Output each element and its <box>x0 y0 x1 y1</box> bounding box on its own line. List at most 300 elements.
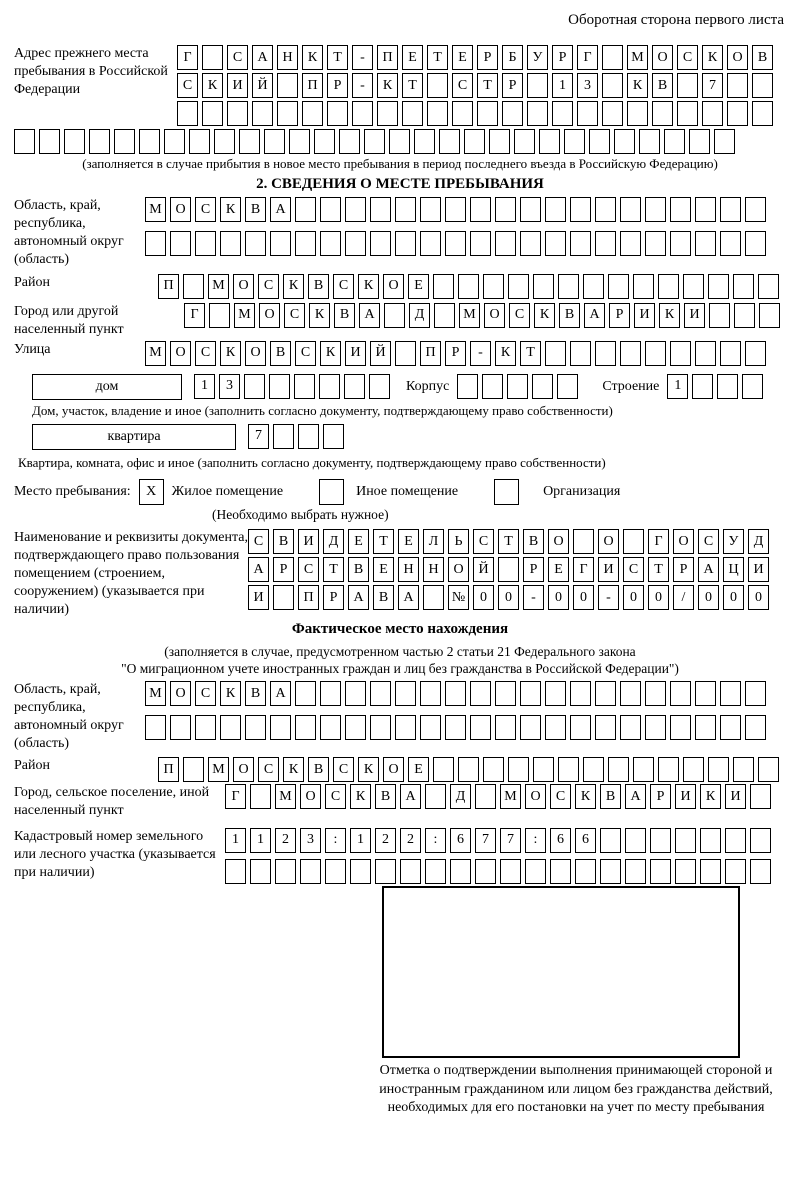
form-cell <box>545 341 566 366</box>
form-cell <box>370 231 391 256</box>
form-cell <box>377 101 398 126</box>
form-cell: - <box>470 341 491 366</box>
form-cell: 0 <box>473 585 494 610</box>
form-cell <box>508 274 529 299</box>
form-cell <box>575 859 596 884</box>
form-cell <box>183 757 204 782</box>
form-cell <box>625 859 646 884</box>
form-cell: К <box>534 303 555 328</box>
form-cell <box>177 101 198 126</box>
form-cell <box>295 681 316 706</box>
form-cell <box>677 101 698 126</box>
form-cell <box>427 73 448 98</box>
form-cell: О <box>727 45 748 70</box>
form-cell <box>270 231 291 256</box>
form-cell <box>720 681 741 706</box>
form-cell: Т <box>373 529 394 554</box>
form-cell <box>114 129 135 154</box>
form-cell <box>608 274 629 299</box>
section-2-title: 2. СВЕДЕНИЯ О МЕСТЕ ПРЕБЫВАНИЯ <box>256 176 544 193</box>
form-cell <box>502 101 523 126</box>
form-cell: К <box>220 341 241 366</box>
page-title: Оборотная сторона первого листа <box>568 12 784 28</box>
form-cell: 2 <box>275 828 296 853</box>
form-cell: С <box>698 529 719 554</box>
form-cell: С <box>550 784 571 809</box>
form-cell: Р <box>327 73 348 98</box>
form-cell: А <box>252 45 273 70</box>
form-cell: В <box>245 681 266 706</box>
form-cell: О <box>245 341 266 366</box>
place-type-row <box>14 479 786 505</box>
form-cell: И <box>675 784 696 809</box>
form-cell <box>170 715 191 740</box>
form-cell <box>227 101 248 126</box>
form-cell: И <box>634 303 655 328</box>
form-cell <box>458 757 479 782</box>
form-cell <box>675 859 696 884</box>
form-cell: Т <box>327 45 348 70</box>
form-cell <box>464 129 485 154</box>
kadastr-label: Кадастровый номер земельного или лесного участка (указывается при наличии) <box>14 828 216 880</box>
form-cell <box>370 681 391 706</box>
form-cell: Д <box>748 529 769 554</box>
form-cell <box>720 341 741 366</box>
form-cell <box>545 197 566 222</box>
form-cell: 6 <box>550 828 571 853</box>
form-cell: 0 <box>698 585 719 610</box>
form-cell <box>325 859 346 884</box>
form-cell <box>273 585 294 610</box>
checkbox-residential: X <box>139 479 164 505</box>
form-cell: № <box>448 585 469 610</box>
fact-law-line-2: "О миграционном учете иностранных граждан и лиц без гражданства в Российской Федерации") <box>121 660 679 676</box>
prev-address-label: Адрес прежнего места пребывания в Российской Федерации <box>14 46 168 97</box>
form-cell <box>395 681 416 706</box>
form-cell <box>195 231 216 256</box>
form-cell <box>275 859 296 884</box>
form-cell <box>645 231 666 256</box>
form-cell: Р <box>502 73 523 98</box>
form-cell <box>277 101 298 126</box>
form-cell: Г <box>184 303 205 328</box>
form-cell: А <box>270 197 291 222</box>
form-cell: 0 <box>573 585 594 610</box>
form-cell <box>475 784 496 809</box>
form-cell: С <box>452 73 473 98</box>
form-cell <box>345 197 366 222</box>
stroenie-label: Строение <box>602 378 660 394</box>
form-cell <box>750 828 771 853</box>
form-cell <box>277 73 298 98</box>
form-cell: К <box>659 303 680 328</box>
fact-gorod-row <box>225 784 771 809</box>
form-cell <box>420 715 441 740</box>
korpus-label: Корпус <box>406 378 450 394</box>
fact-oblast-label: Область, край, республика, автономный округ (область) <box>14 682 124 752</box>
form-cell: В <box>334 303 355 328</box>
form-cell <box>269 374 290 399</box>
form-cell: Т <box>520 341 541 366</box>
form-cell <box>64 129 85 154</box>
form-cell: С <box>227 45 248 70</box>
doc-row-3 <box>248 585 769 610</box>
form-cell <box>244 374 265 399</box>
confirmation-mark-box <box>382 886 740 1058</box>
form-cell <box>395 341 416 366</box>
form-cell: А <box>348 585 369 610</box>
form-cell <box>295 231 316 256</box>
form-cell <box>532 374 553 399</box>
form-cell: О <box>525 784 546 809</box>
form-cell: / <box>673 585 694 610</box>
form-cell <box>514 129 535 154</box>
stay-dom-block <box>32 374 786 400</box>
form-cell: Т <box>402 73 423 98</box>
form-cell <box>745 681 766 706</box>
form-cell <box>339 129 360 154</box>
form-cell <box>683 757 704 782</box>
form-cell: И <box>725 784 746 809</box>
form-cell <box>620 341 641 366</box>
form-cell <box>39 129 60 154</box>
form-cell <box>700 828 721 853</box>
form-cell <box>745 341 766 366</box>
form-cell <box>595 715 616 740</box>
form-cell <box>670 231 691 256</box>
form-cell: С <box>333 274 354 299</box>
fact-raion-block <box>14 757 786 782</box>
form-cell: В <box>308 757 329 782</box>
form-cell <box>320 681 341 706</box>
form-cell: К <box>309 303 330 328</box>
form-cell <box>145 231 166 256</box>
form-cell <box>600 828 621 853</box>
form-cell <box>195 715 216 740</box>
form-cell: 7 <box>702 73 723 98</box>
form-cell: П <box>158 757 179 782</box>
form-cell: К <box>575 784 596 809</box>
form-cell: Д <box>409 303 430 328</box>
form-cell: С <box>248 529 269 554</box>
form-cell <box>369 374 390 399</box>
form-cell <box>717 374 738 399</box>
form-cell <box>527 101 548 126</box>
form-cell: Б <box>502 45 523 70</box>
form-cell <box>639 129 660 154</box>
form-cell: Г <box>648 529 669 554</box>
form-cell: Т <box>648 557 669 582</box>
form-cell <box>750 784 771 809</box>
form-cell <box>320 197 341 222</box>
form-cell: К <box>202 73 223 98</box>
stay-raion-block <box>14 274 786 299</box>
form-cell <box>520 715 541 740</box>
form-cell: 1 <box>250 828 271 853</box>
form-cell <box>457 374 478 399</box>
form-cell <box>250 784 271 809</box>
form-cell <box>602 101 623 126</box>
form-cell <box>183 274 204 299</box>
form-cell: Н <box>423 557 444 582</box>
form-cell <box>745 197 766 222</box>
form-cell <box>345 715 366 740</box>
stay-ulitsa-row <box>145 341 766 366</box>
form-cell <box>145 715 166 740</box>
fact-oblast-block <box>14 681 786 753</box>
form-cell <box>670 681 691 706</box>
form-cell <box>700 859 721 884</box>
form-cell <box>620 715 641 740</box>
form-cell: А <box>248 557 269 582</box>
form-cell: К <box>702 45 723 70</box>
form-cell <box>498 557 519 582</box>
form-cell <box>545 231 566 256</box>
checkbox-other-premises <box>319 479 344 505</box>
form-cell <box>545 681 566 706</box>
form-cell <box>420 231 441 256</box>
stay-kvartira-block <box>32 424 786 450</box>
doc-block <box>14 529 786 619</box>
form-cell <box>500 859 521 884</box>
form-cell <box>445 197 466 222</box>
form-cell <box>170 231 191 256</box>
form-cell <box>395 231 416 256</box>
form-cell <box>294 374 315 399</box>
form-cell <box>570 231 591 256</box>
form-cell <box>652 101 673 126</box>
form-cell: С <box>473 529 494 554</box>
form-cell: О <box>548 529 569 554</box>
form-cell: К <box>350 784 371 809</box>
form-cell: К <box>377 73 398 98</box>
form-cell: Л <box>423 529 444 554</box>
form-cell: Е <box>408 757 429 782</box>
option-residential-label: Жилое помещение <box>171 484 284 500</box>
form-cell: В <box>600 784 621 809</box>
form-cell <box>445 231 466 256</box>
form-cell <box>89 129 110 154</box>
form-cell: О <box>652 45 673 70</box>
form-cell: Е <box>452 45 473 70</box>
form-cell: С <box>677 45 698 70</box>
form-cell: Й <box>370 341 391 366</box>
place-type-label: Место пребывания: <box>14 484 131 500</box>
form-cell <box>370 715 391 740</box>
form-cell <box>264 129 285 154</box>
form-cell <box>583 757 604 782</box>
stay-gorod-label: Город или другой населенный пункт <box>14 303 124 337</box>
kadastr-row-1 <box>225 828 771 853</box>
kvartira-box: квартира <box>32 424 236 450</box>
form-cell: Г <box>573 557 594 582</box>
form-cell: И <box>748 557 769 582</box>
form-cell <box>300 859 321 884</box>
form-cell <box>270 715 291 740</box>
form-cell <box>695 341 716 366</box>
prev-address-row-4 <box>14 129 786 154</box>
form-cell: А <box>698 557 719 582</box>
form-cell: Р <box>650 784 671 809</box>
form-cell: 6 <box>575 828 596 853</box>
form-cell <box>742 374 763 399</box>
form-cell <box>558 274 579 299</box>
form-cell <box>695 681 716 706</box>
form-cell <box>520 197 541 222</box>
kadastr-block <box>14 828 786 884</box>
form-cell <box>689 129 710 154</box>
form-cell: Р <box>609 303 630 328</box>
kvartira-cells <box>248 424 344 449</box>
form-cell <box>709 303 730 328</box>
form-cell: С <box>623 557 644 582</box>
form-cell: О <box>673 529 694 554</box>
form-cell <box>400 859 421 884</box>
form-cell <box>692 374 713 399</box>
form-cell <box>420 197 441 222</box>
form-cell <box>520 231 541 256</box>
form-cell <box>677 73 698 98</box>
form-cell <box>470 715 491 740</box>
stay-ulitsa-block <box>14 341 786 366</box>
form-cell <box>477 101 498 126</box>
form-cell <box>189 129 210 154</box>
form-cell: Р <box>273 557 294 582</box>
form-cell: В <box>652 73 673 98</box>
form-cell <box>202 101 223 126</box>
form-cell <box>344 374 365 399</box>
form-cell: К <box>283 757 304 782</box>
form-cell: Р <box>323 585 344 610</box>
form-cell: 2 <box>375 828 396 853</box>
form-cell <box>425 784 446 809</box>
form-cell: А <box>584 303 605 328</box>
fact-raion-label: Район <box>14 758 50 774</box>
form-cell: М <box>145 341 166 366</box>
form-cell: 0 <box>548 585 569 610</box>
form-cell: М <box>208 274 229 299</box>
form-cell <box>583 274 604 299</box>
form-cell <box>482 374 503 399</box>
form-cell <box>602 45 623 70</box>
form-cell: Е <box>348 529 369 554</box>
form-cell <box>733 274 754 299</box>
form-cell <box>314 129 335 154</box>
form-cell <box>298 424 319 449</box>
form-cell: Ь <box>448 529 469 554</box>
form-cell: Р <box>552 45 573 70</box>
form-cell <box>245 715 266 740</box>
form-cell <box>695 715 716 740</box>
form-cell <box>470 197 491 222</box>
form-cell: А <box>359 303 380 328</box>
form-cell <box>573 529 594 554</box>
stay-gorod-row <box>184 303 780 328</box>
form-cell <box>733 757 754 782</box>
form-cell <box>320 231 341 256</box>
form-cell: И <box>345 341 366 366</box>
form-cell: - <box>598 585 619 610</box>
form-cell: П <box>302 73 323 98</box>
form-cell <box>564 129 585 154</box>
form-cell <box>289 129 310 154</box>
form-cell <box>595 681 616 706</box>
form-cell <box>433 274 454 299</box>
form-cell <box>395 715 416 740</box>
form-cell <box>345 231 366 256</box>
form-cell: П <box>298 585 319 610</box>
form-cell: С <box>284 303 305 328</box>
form-cell <box>384 303 405 328</box>
form-cell <box>495 197 516 222</box>
form-cell <box>725 859 746 884</box>
form-cell: Р <box>445 341 466 366</box>
form-cell <box>675 828 696 853</box>
form-cell: - <box>352 45 373 70</box>
form-cell <box>658 274 679 299</box>
form-cell: О <box>383 757 404 782</box>
form-cell <box>252 101 273 126</box>
form-cell <box>323 424 344 449</box>
stroenie-cells <box>667 374 763 399</box>
form-cell: Е <box>408 274 429 299</box>
form-cell <box>595 341 616 366</box>
form-cell: 1 <box>194 374 215 399</box>
form-cell: 6 <box>450 828 471 853</box>
form-cell <box>350 859 371 884</box>
form-cell: Т <box>477 73 498 98</box>
form-cell <box>745 231 766 256</box>
form-cell: С <box>258 274 279 299</box>
form-cell <box>214 129 235 154</box>
form-cell: У <box>723 529 744 554</box>
form-cell <box>434 303 455 328</box>
form-cell: 0 <box>498 585 519 610</box>
form-cell <box>670 715 691 740</box>
form-cell <box>375 859 396 884</box>
form-cell: Е <box>373 557 394 582</box>
form-cell: О <box>598 529 619 554</box>
form-cell <box>345 681 366 706</box>
option-other-premises-label: Иное помещение <box>356 484 459 500</box>
form-cell: Е <box>548 557 569 582</box>
form-cell <box>620 681 641 706</box>
form-cell <box>445 715 466 740</box>
form-cell <box>552 101 573 126</box>
form-cell <box>625 828 646 853</box>
form-cell <box>589 129 610 154</box>
form-cell: - <box>523 585 544 610</box>
stay-raion-row <box>158 274 779 299</box>
form-cell: К <box>220 197 241 222</box>
form-cell: Р <box>673 557 694 582</box>
form-cell <box>758 274 779 299</box>
form-cell: И <box>298 529 319 554</box>
form-cell <box>683 274 704 299</box>
form-cell <box>239 129 260 154</box>
form-cell <box>225 859 246 884</box>
form-cell: И <box>227 73 248 98</box>
form-cell <box>664 129 685 154</box>
form-cell: С <box>195 341 216 366</box>
form-cell <box>695 231 716 256</box>
form-cell <box>570 715 591 740</box>
prev-address-row-1 <box>177 45 773 70</box>
form-cell: С <box>298 557 319 582</box>
korpus-cells <box>457 374 578 399</box>
form-cell <box>595 231 616 256</box>
form-cell: С <box>325 784 346 809</box>
